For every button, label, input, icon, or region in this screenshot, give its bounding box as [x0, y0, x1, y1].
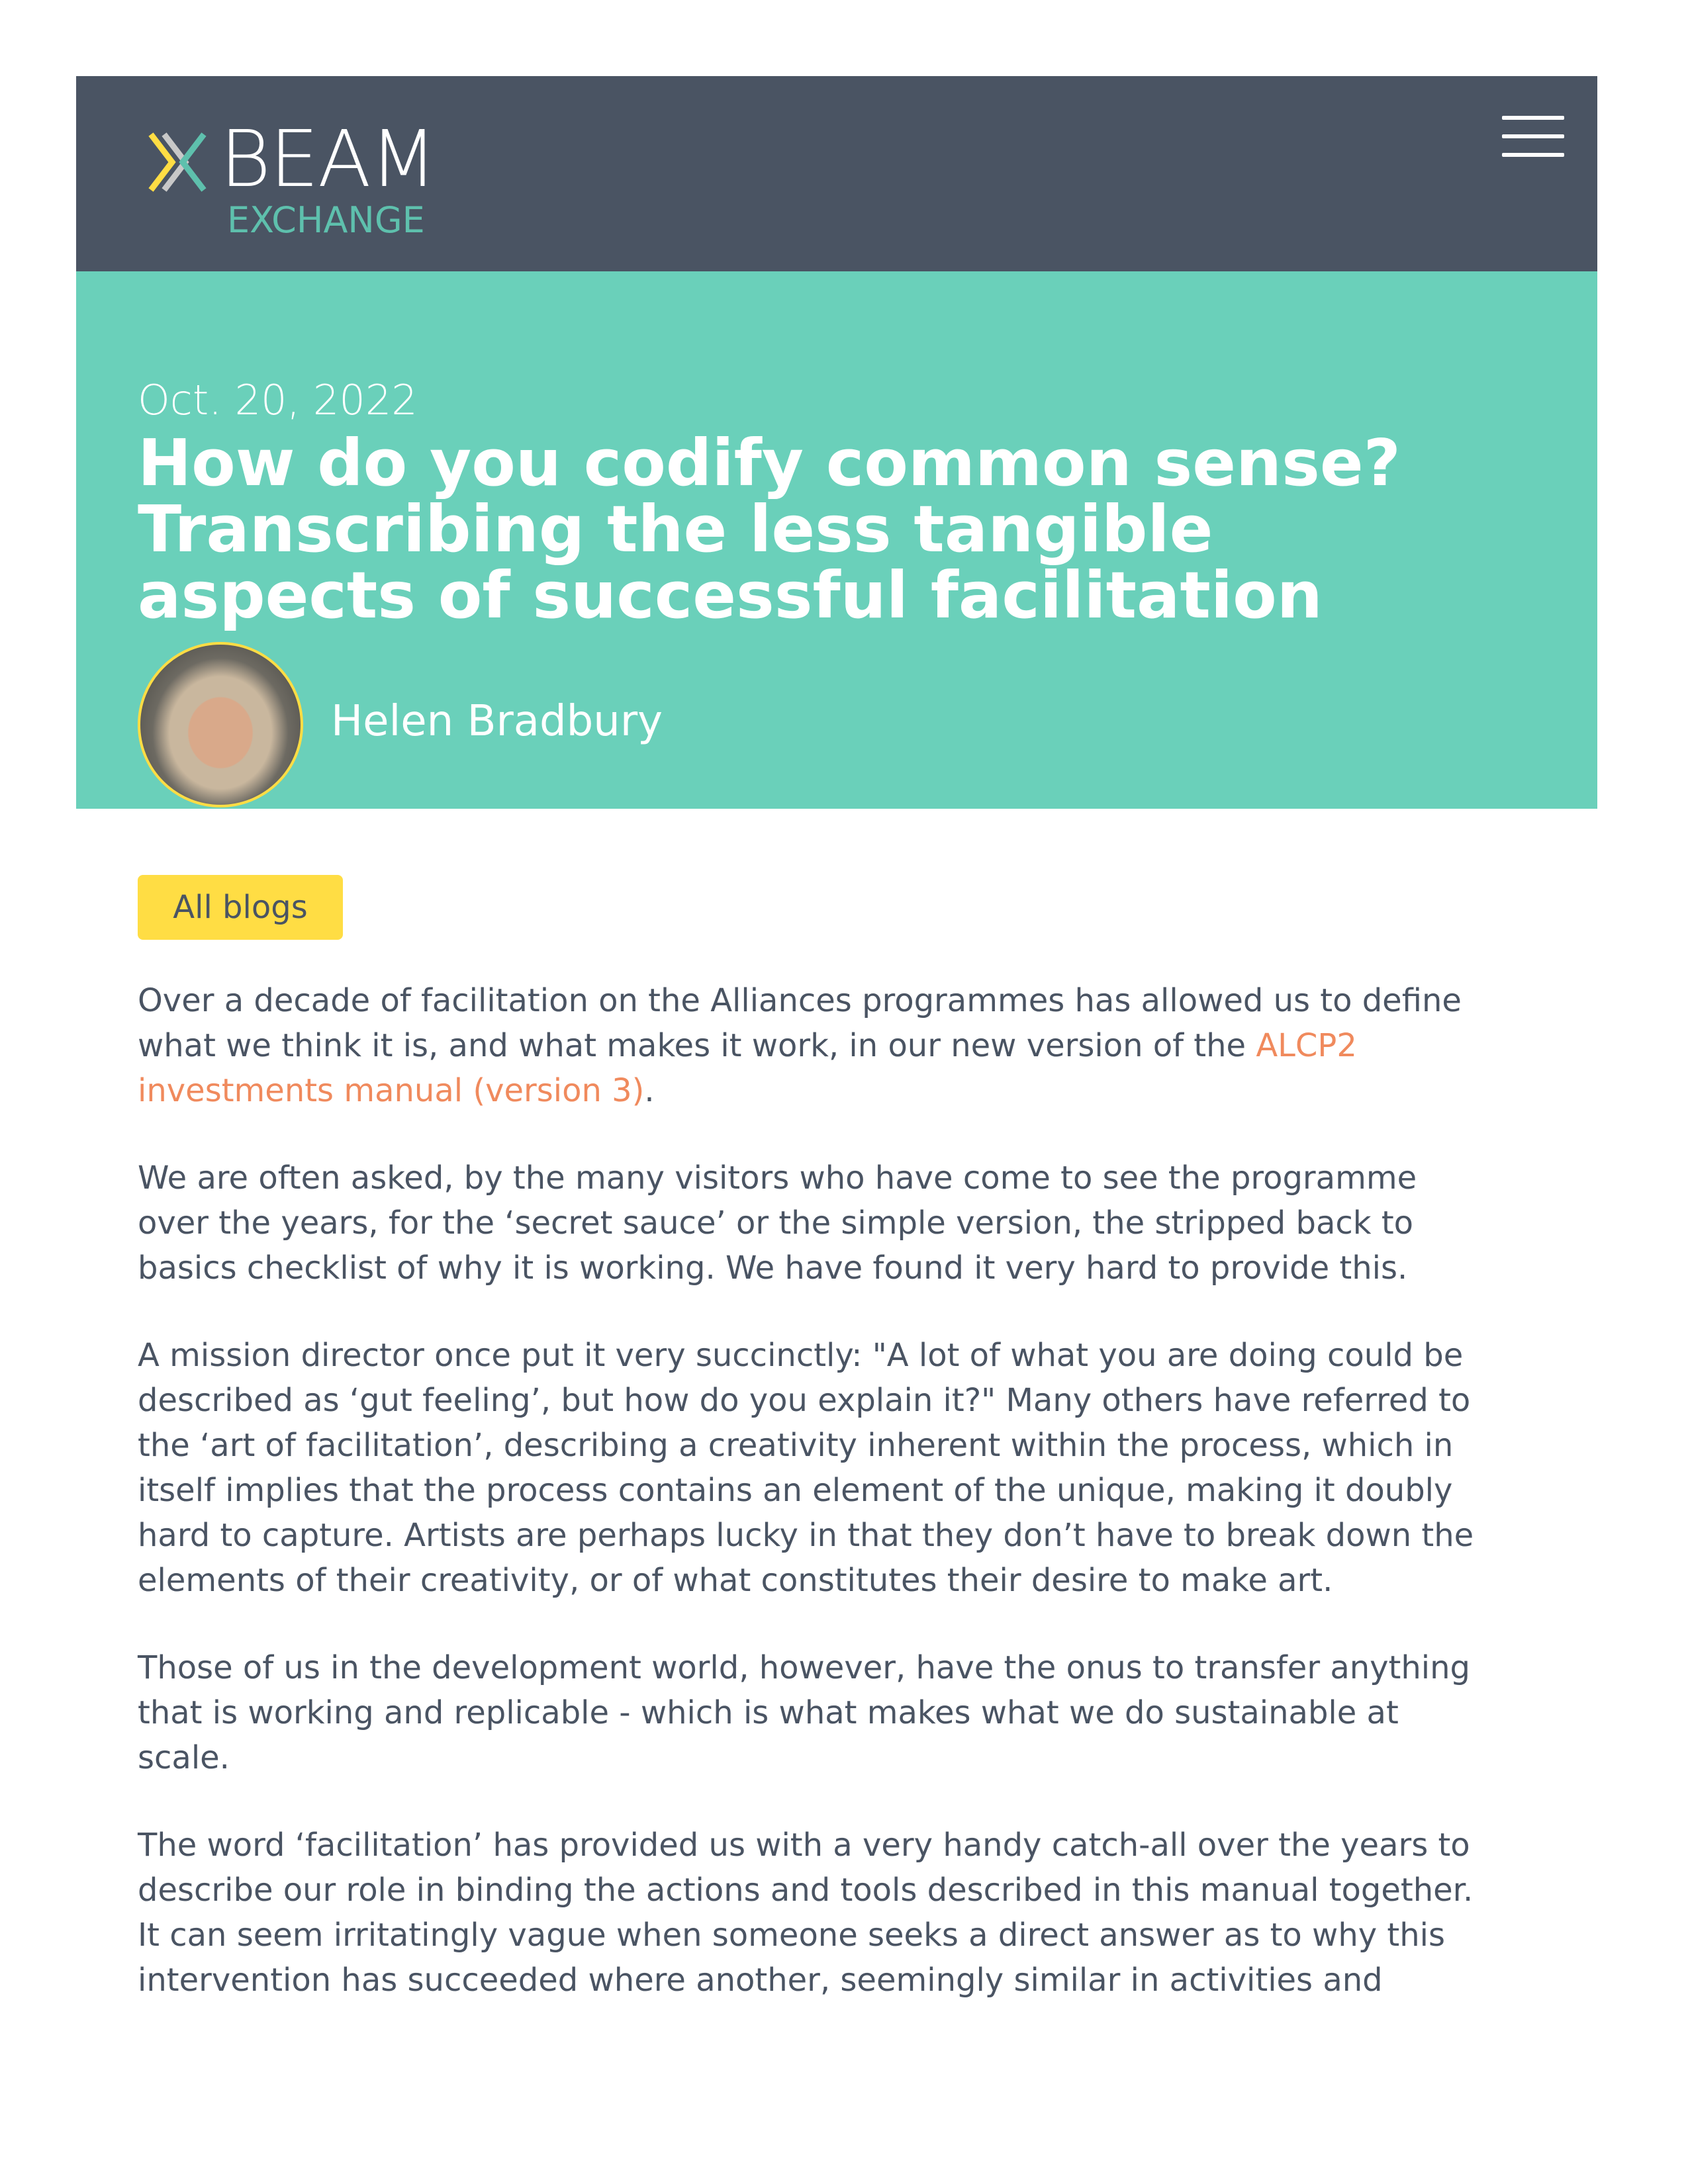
- all-blogs-button[interactable]: All blogs: [138, 875, 343, 940]
- text-line: described as ‘gut feeling’, but how do you explain it?" Many others have referred to: [138, 1382, 1471, 1419]
- text-line: A mission director once put it very succinctly: "A lot of what you are doing could be: [138, 1337, 1464, 1374]
- text-line: [138, 1068, 1594, 1113]
- text-line: over the years, for the ‘secret sauce’ or the simple version, the stripped back to: [138, 1205, 1414, 1242]
- article-hero: [76, 271, 1597, 809]
- text-line: that is working and replicable - which is what makes what we do sustainable at: [138, 1694, 1399, 1731]
- text-line: intervention has succeeded where another, seemingly similar in activities and: [138, 1962, 1383, 1999]
- text-line: Over a decade of facilitation on the Alliances programmes has allowed us to define: [138, 982, 1462, 1019]
- site-header: [76, 76, 1597, 271]
- author-name[interactable]: Helen Bradbury: [331, 697, 663, 746]
- logo-word-beam: BEAM: [220, 113, 436, 205]
- article-date: Oct. 20, 2022: [138, 376, 418, 424]
- text-span: what we think it is, and what makes it work, in our new version of the: [138, 1027, 1256, 1064]
- text-line: itself implies that the process contains an element of the unique, making it doubly: [138, 1472, 1453, 1509]
- title-line: How do you codify common sense?: [138, 426, 1401, 500]
- text-span: .: [644, 1072, 655, 1109]
- logo-x-mark-icon: [146, 129, 209, 195]
- paragraph: [138, 1645, 1594, 1780]
- text-line: scale.: [138, 1739, 230, 1776]
- logo-word-exchange: EXCHANGE: [227, 199, 425, 241]
- text-line: It can seem irritatingly vague when someone seeks a direct answer as to why this: [138, 1917, 1445, 1954]
- paragraph: [138, 1823, 1594, 2003]
- text-line: elements of their creativity, or of what constitutes their desire to make art.: [138, 1562, 1333, 1599]
- article-body: [138, 978, 1594, 2045]
- author-avatar: [138, 642, 303, 807]
- text-line: We are often asked, by the many visitors who have come to see the programme: [138, 1160, 1417, 1197]
- title-line: Transcribing the less tangible: [138, 492, 1213, 567]
- text-line: the ‘art of facilitation’, describing a creativity inherent within the process, which in: [138, 1427, 1454, 1464]
- text-line: describe our role in binding the actions and tools described in this manual together.: [138, 1872, 1474, 1909]
- alcp2-manual-link[interactable]: ALCP2: [1256, 1027, 1357, 1064]
- text-line: Those of us in the development world, however, have the onus to transfer anything: [138, 1649, 1471, 1686]
- title-line: aspects of successful facilitation: [138, 558, 1323, 633]
- beam-exchange-logo[interactable]: [146, 113, 450, 241]
- hamburger-menu-icon[interactable]: [1502, 116, 1564, 157]
- paragraph: [138, 1156, 1594, 1291]
- article-title: [138, 426, 1401, 633]
- paragraph: [138, 978, 1594, 1113]
- text-line: The word ‘facilitation’ has provided us with a very handy catch-all over the years to: [138, 1827, 1470, 1864]
- paragraph: [138, 1333, 1594, 1603]
- text-line: [138, 1023, 1594, 1068]
- text-line: basics checklist of why it is working. We have found it very hard to provide this.: [138, 1250, 1408, 1287]
- alcp2-manual-link[interactable]: investments manual (version 3): [138, 1072, 645, 1109]
- text-line: hard to capture. Artists are perhaps lucky in that they don’t have to break down the: [138, 1517, 1474, 1554]
